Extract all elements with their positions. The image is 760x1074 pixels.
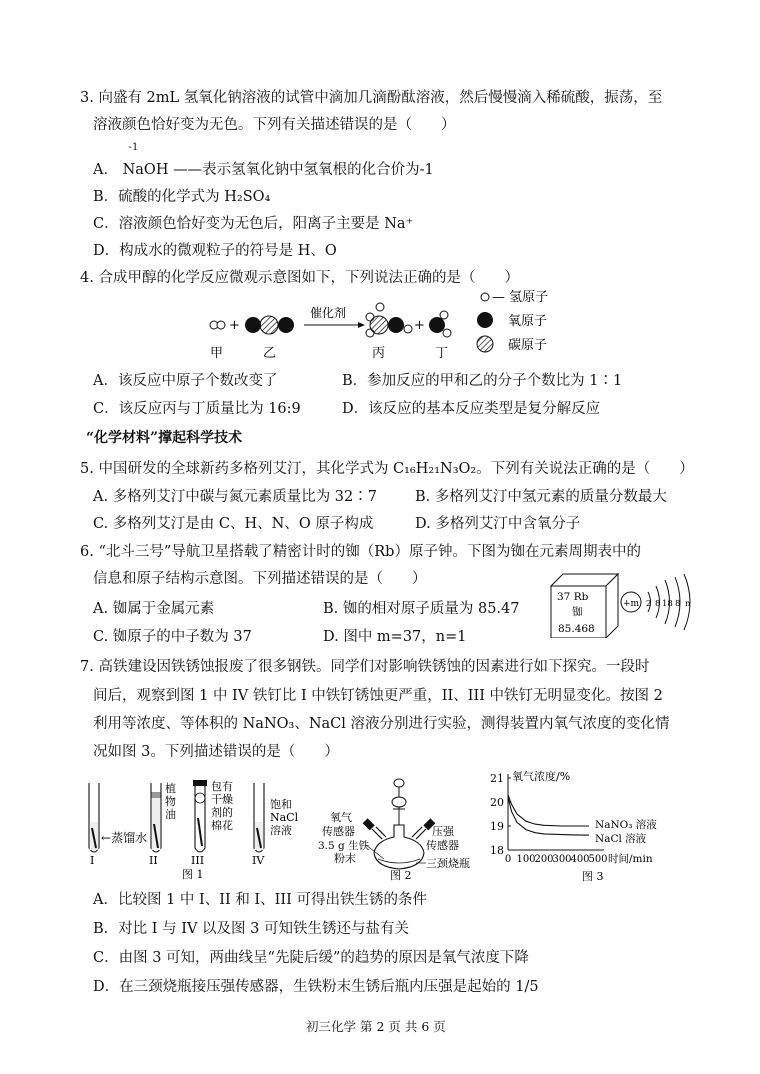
tube-label-3: III	[191, 854, 205, 867]
legend-hydrogen: — 氢原子	[492, 290, 549, 305]
fig2-caption: 图 2	[390, 869, 412, 881]
fig2-p-sensor-1: 压强	[432, 825, 454, 838]
q3-option-a	[93, 142, 434, 179]
fig1-oil-2: 物	[165, 795, 176, 808]
legend-carbon: 碳原子	[508, 338, 548, 353]
q7-option-a: A．比较图 1 中 I、II 和 I、III 可得出铁生锈的条件	[93, 892, 427, 908]
legend-oxygen: 氧原子	[508, 314, 548, 329]
section-heading: “化学材料”撑起科学技术	[86, 430, 243, 446]
chart-ylabel: 氧气浓度/%	[512, 770, 571, 783]
q3-option-b: B．硫酸的化学式为 H₂SO₄	[93, 189, 271, 205]
q3-option-d: D．构成水的微观粒子的符号是 H、O	[93, 243, 337, 259]
q6-option-c: C. 铷原子的中子数为 37	[93, 629, 252, 645]
plus-1: +	[229, 318, 240, 333]
q5-option-b: B. 多格列艾汀中氢元素的质量分数最大	[415, 489, 667, 505]
fig2-flask-label: 三颈烧瓶	[426, 857, 470, 870]
q4-reaction-diagram	[200, 285, 580, 365]
q6-option-b: B. 铷的相对原子质量为 85.47	[323, 601, 520, 617]
q7-stem-line2: 间后，观察到图 1 中 IV 铁钉比 I 中铁钉锈蚀更严重，II、III 中铁钉无明显变化。按图 2	[93, 688, 663, 704]
shell-3: 18	[662, 599, 673, 609]
y-tick-label: 19	[490, 820, 504, 833]
molecule-jia	[210, 321, 225, 329]
molecule-bing	[366, 303, 412, 337]
shell-1: 2	[646, 599, 652, 609]
molecule-yi	[245, 316, 294, 334]
x-tick-label: 0	[504, 854, 512, 865]
q3-option-a-label: A．	[93, 162, 118, 178]
label-yi: 乙	[263, 346, 277, 361]
x-tick-label: 200	[534, 854, 554, 865]
label-bing: 丙	[372, 346, 386, 361]
y-tick-label: 20	[490, 796, 504, 809]
q4-option-b: B．参加反应的甲和乙的分子个数比为 1∶1	[342, 373, 623, 389]
figure-2-three-neck-flask	[316, 775, 486, 881]
q3-option-c: C．溶液颜色恰好变为无色后，阳离子主要是 Na⁺	[93, 216, 414, 232]
y-tick-label: 18	[490, 844, 504, 857]
fig1-oil-1: 植	[165, 782, 176, 795]
x-tick-label: 500	[588, 854, 608, 865]
page-footer: 初三化学 第 2 页 共 6 页	[306, 1019, 446, 1034]
figure-1-test-tubes	[84, 778, 314, 880]
molecule-ding	[429, 311, 451, 337]
label-ding: 丁	[435, 346, 449, 361]
fig2-o2-sensor-1: 氧气	[330, 811, 352, 824]
q3-option-a-text: ——表示氢氧化钠中氢氧根的化合价为-1	[173, 162, 434, 178]
x-tick-label: 400	[570, 854, 590, 865]
fig1-cotton-3: 剂的	[211, 806, 233, 819]
q7-option-b: B．对比 I 与 IV 以及图 3 可知铁生锈还与盐有关	[93, 921, 409, 937]
q3-option-a-formula: NaOH	[122, 162, 169, 178]
q6-option-a: A. 铷属于金属元素	[93, 601, 215, 617]
q4-stem: 4. 合成甲醇的化学反应微观示意图如下，下列说法正确的是（ ）	[80, 270, 519, 286]
legend-hydrogen-icon	[481, 293, 489, 301]
q7-stem-line1: 7. 高铁建设因铁锈蚀报废了很多钢铁。同学们对影响铁锈蚀的因素进行如下探究。一段时	[80, 659, 650, 675]
q5-option-d: D. 多格列艾汀中含氧分子	[415, 516, 581, 532]
tube-label-1: I	[90, 854, 95, 867]
element-mass: 85.468	[558, 623, 595, 635]
x-tick-label: 300	[552, 854, 572, 865]
series-line-1	[508, 795, 589, 826]
legend-oxygen-icon	[477, 312, 493, 328]
q6-stem-line1: 6. “北斗三号”导航卫星搭载了精密计时的铷（Rb）原子钟。下图为铷在元素周期表中的	[80, 544, 641, 560]
q7-option-c: C．由图 3 可知，两曲线呈“先陡后缓”的趋势的原因是氧气浓度下降	[93, 950, 529, 966]
fig1-oil-3: 油	[165, 808, 176, 821]
figure-3-oxygen-chart	[486, 770, 710, 882]
element-cell	[548, 572, 620, 638]
catalyst-label: 催化剂	[310, 306, 347, 320]
q5-option-c: C. 多格列艾汀是由 C、H、N、O 原子构成	[93, 516, 374, 532]
shell-2: 8	[655, 599, 661, 609]
tube-label-2: II	[149, 854, 158, 867]
q6-option-d: D. 图中 m=37，n=1	[323, 629, 467, 645]
label-jia: 甲	[210, 346, 224, 361]
q4-option-d: D．该反应的基本反应类型是复分解反应	[342, 401, 601, 417]
q3-stem-line2: 溶液颜色恰好变为无色。下列有关描述错误的是（ ）	[93, 117, 456, 133]
fig2-o2-sensor-2: 传感器	[322, 825, 355, 838]
q4-option-c: C．该反应丙与丁质量比为 16:9	[93, 401, 301, 417]
shell-4: 8	[675, 599, 681, 609]
fig1-cotton-4: 棉花	[211, 819, 233, 832]
q3-option-a-formula-wrap	[122, 142, 169, 178]
q7-stem-line3: 利用等浓度、等体积的 NaNO₃、NaCl 溶液分别进行实验，测得装置内氧气浓度的变化情	[93, 716, 670, 732]
tube-label-4: IV	[252, 854, 265, 867]
q5-option-a: A. 多格列艾汀中碳与氮元素质量比为 32∶7	[93, 489, 377, 505]
fig1-cotton-1: 包有	[211, 780, 233, 793]
q4-option-a: A．该反应中原子个数改变了	[93, 373, 278, 389]
element-number-symbol: 37 Rb	[557, 591, 589, 603]
fig2-powder-2: 粉末	[334, 852, 356, 865]
q3-option-a-valence: -1	[128, 142, 139, 153]
q5-stem: 5. 中国研发的全球新药多格列艾汀，其化学式为 C₁₆H₂₁N₃O₂。下列有关说法正确的是（ ）	[80, 461, 694, 477]
fig2-powder-1: 3.5 g 生铁	[318, 840, 370, 852]
plus-2: +	[414, 318, 425, 333]
x-tick-label: 100	[516, 854, 536, 865]
fig2-p-sensor-2: 传感器	[426, 839, 459, 852]
fig3-caption: 图 3	[582, 870, 604, 882]
element-name: 铷	[572, 606, 583, 618]
shell-5: n	[685, 599, 691, 609]
fig1-nacl-2: NaCl	[270, 811, 299, 824]
fig1-nacl-3: 溶液	[270, 824, 292, 837]
chart-xlabel: 时间/min	[608, 853, 653, 865]
q3-stem-line1: 3. 向盛有 2mL 氢氧化钠溶液的试管中滴加几滴酚酞溶液，然后慢慢滴入稀硫酸，振荡，至	[80, 90, 663, 106]
atomic-structure-diagram	[620, 572, 704, 634]
series-label-2: NaCl 溶液	[595, 833, 647, 846]
fig1-cotton-2: 干燥	[211, 793, 233, 806]
fig1-water-label: ←蒸馏水	[101, 831, 148, 845]
arrow-head	[358, 322, 365, 328]
fig1-caption: 图 1	[182, 868, 204, 880]
legend-carbon-icon	[477, 336, 493, 352]
q6-stem-line2: 信息和原子结构示意图。下列描述错误的是（ ）	[93, 571, 427, 587]
y-tick-label: 21	[490, 772, 504, 785]
fig1-nacl-1: 饱和	[270, 798, 292, 811]
series-label-1: NaNO₃ 溶液	[595, 819, 657, 831]
nucleus-charge: +m	[623, 599, 640, 609]
q7-stem-line4: 况如图 3。下列描述错误的是（ ）	[93, 744, 339, 760]
q7-option-d: D．在三颈烧瓶接压强传感器，生铁粉末生锈后瓶内压强是起始的 1/5	[93, 979, 539, 995]
